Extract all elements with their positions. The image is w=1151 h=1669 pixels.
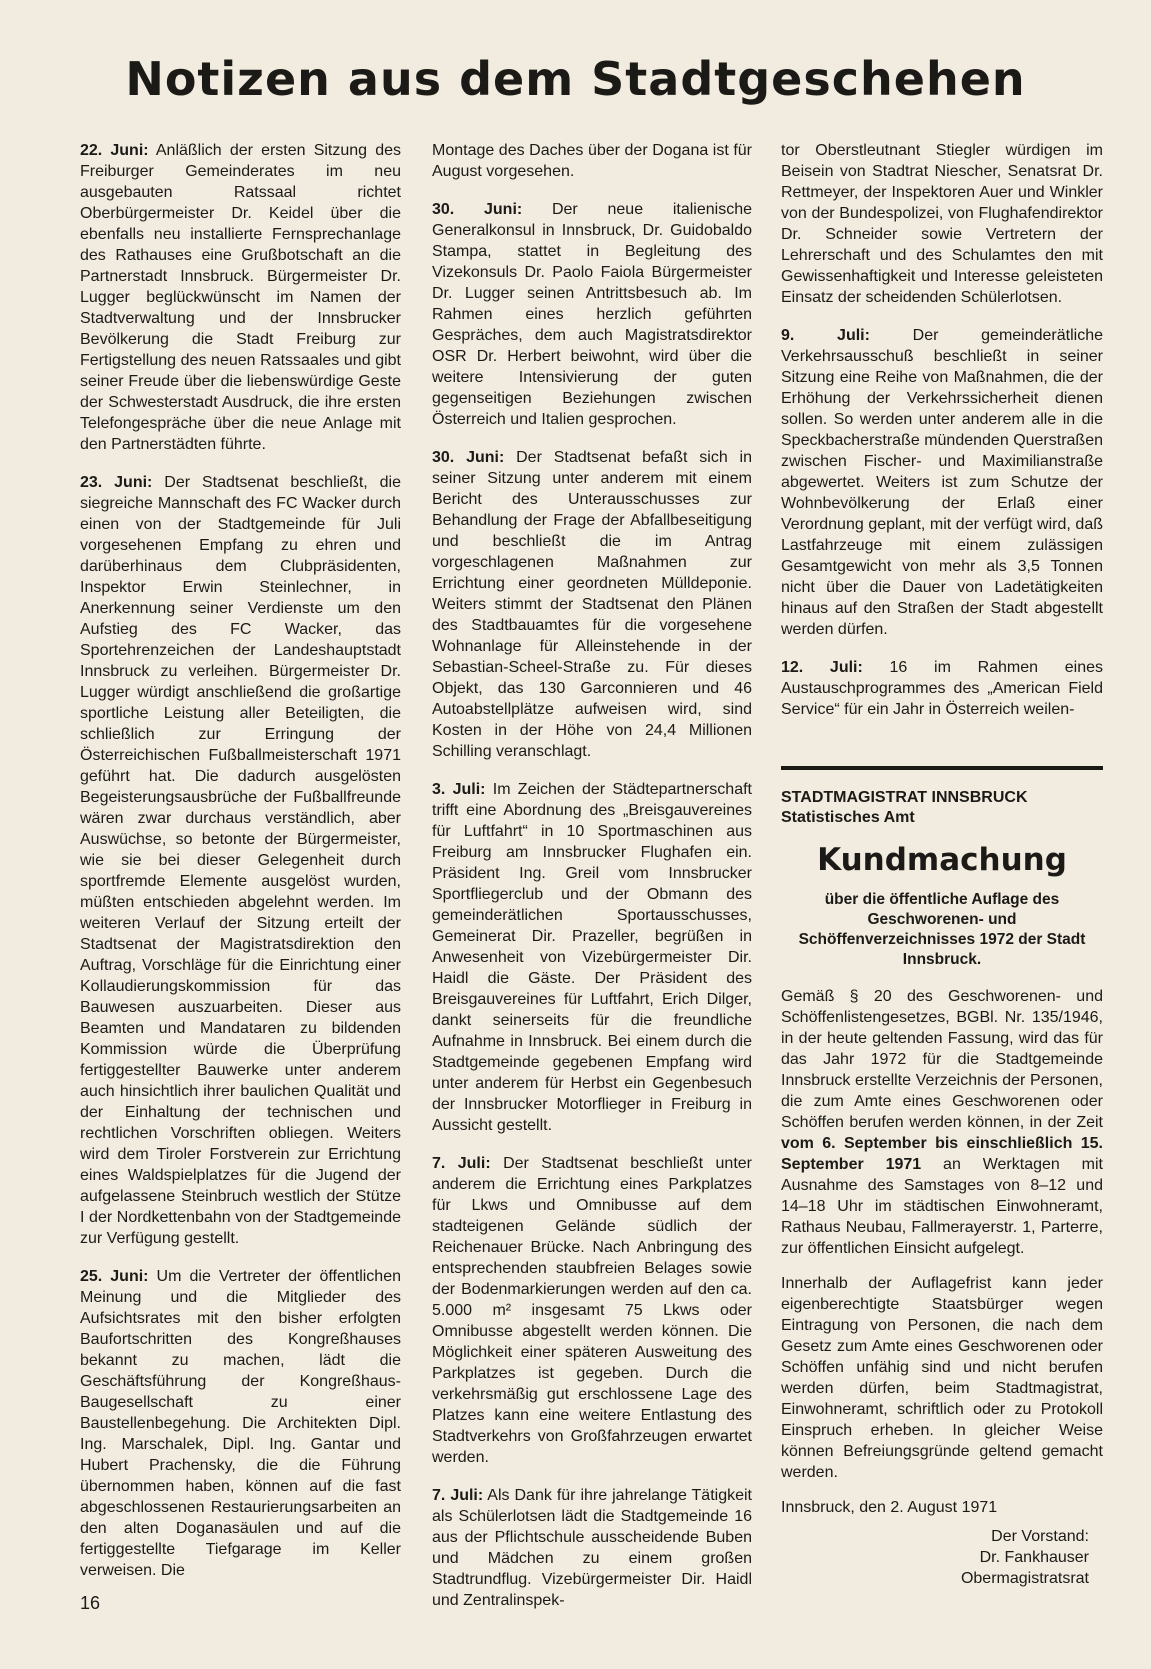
news-text: Der Stadtsenat befaßt sich in seiner Sitzung unter anderem mit einem Bericht des Unterausschusses zur Behandlung der Frage der Abfallbeseitigung und beschließt die im Antrag vorgeschlagenen Maßnahmen zur Errichtung einer geordneten Mülldeponie. Weiters stimmt der Stadtsenat den Plänen des Stadtbauamtes für die vorgesehene Wohnanlage für Alleinstehende in der Sebastian-Scheel-Straße zu. Für dieses Objekt, das 130 Garconnieren und 46 Autoabstellplätze aufweisen wird, sind Kosten in der Höhe von 24,4 Millionen Schilling veranschlagt. [432,449,752,760]
signature-name: Dr. Fankhauser [979,1549,1089,1566]
notice-period: vom 6. September bis einschließlich 15. September 1971 [781,1135,1103,1173]
news-date: 25. Juni: [80,1268,149,1285]
page-number: 16 [80,1593,101,1613]
news-text: Anläßlich der ersten Sitzung des Freiburger Gemeinderates im neu ausgebauten Ratssaal richtet Oberbürgermeister Dr. Keidel über die ebenfalls neu installierte Fernsprechanlage des Rathauses eine Grußbotschaft an die Partnerstadt Innsbruck. Bürgermeister Dr. Lugger beglückwünscht im Namen der Stadtverwaltung und der Innsbrucker Bevölkerung die Stadt Freiburg zur Fertigstellung des neuen Ratssaales und gibt seiner Freude über die liebenswürdige Geste der Schwesterstadt Ausdruck, die ihre ersten Telefongespräche über die neue Anlage mit den Partnerstädten führte. [80,142,402,453]
news-item [432,1153,752,1468]
news-text: Um die Vertreter der öffentlichen Meinung und die Mitglieder des Aufsichtsrates mit den bisher erfolgten Baufortschritten des Kongreßhauses bekannt zu machen, lädt die Geschäftsführung der Kongreßhaus-Baugesellschaft zu einer Baustellenbegehung. Die Architekten Dipl. Ing. Marschalek, Dipl. Ing. Gantar und Hubert Prachensky, die die Führung übernommen haben, können auf die fast abgeschlossenen Restaurierungsarbeiten an den alten Doganasäulen und auf die fertiggestellte Tiefgarage im Keller verweisen. Die [80,1268,402,1579]
news-date: 7. Juli: [432,1487,484,1504]
news-item [80,140,401,455]
notice-paragraph-1 [781,986,1103,1259]
news-item [781,657,1103,720]
news-text: 16 im Rahmen eines Austauschprogrammes des „American Field Service“ für ein Jahr in Österreich weilen- [781,659,1104,718]
notice-office [781,788,1103,828]
news-text: Montage des Daches über der Dogana ist für August vorgesehen. [432,142,752,180]
news-text: Der Stadtsenat beschließt unter anderem die Errichtung eines Parkplatzes für Lkws und Omnibusse auf dem stadteigenen Gelände südlich der Reichenauer Brücke. Nach Anbringung des entsprechenden staubfreien Belages sowie der Bodenmarkierungen werden auf den ca. 5.000 m² insgesamt 75 Lkws oder Omnibusse abgestellt werden können. Die Möglichkeit einer späteren Ausweitung des Parkplatzes ist gegeben. Durch die verkehrsmäßig gut erschlossene Lage des Platzes kann eine weitere Entlastung des Stadtverkehrs von Großfahrzeugen erwartet werden. [432,1155,752,1466]
news-text: Im Zeichen der Städtepartnerschaft trifft eine Abordnung des „Breisgauvereines für Luftfahrt“ in 10 Sportmaschinen aus Freiburg am Innsbrucker Flughafen ein. Präsident Ing. Greil vom Innsbrucker Sportfliegerclub und der Obmann des gemeinderätlichen Sportausschusses, Gemeinerat Dir. Prazeller, begrüßen in Anwesenheit von Vizebürgermeister Dir. Haidl die Gäste. Der Präsident des Breisgauvereines für Luftfahrt, Erich Dilger, dankt seinerseits für die freundliche Aufnahme in Innsbruck. Bei einem durch die Stadtgemeinde gegebenen Empfang wird unter anderem für Herbst ein Gegenbesuch der Innsbrucker Motorflieger in Freiburg in Aussicht gestellt. [432,781,752,1134]
news-item [432,199,752,430]
news-item [432,1485,752,1611]
news-item [781,325,1103,640]
notice-text: an Werktagen mit Ausnahme des Samstages von 8–12 und 14–18 Uhr im städtischen Einwohneramt, Rathaus Neubau, Fallmerayerstr. 1, Parterre, zur öffentlichen Einsicht aufgelegt. [781,1156,1103,1257]
notice-text: Gemäß § 20 des Geschworenen- und Schöffenlistengesetzes, BGBl. Nr. 135/1946, in der heute geltenden Fassung, wird das für das Jahr 1972 für die Stadtgemeinde Innsbruck erstellte Verzeichnis der Personen, die zum Amte eines Geschworenen oder Schöffen berufen werden können, in der Zeit [781,988,1103,1131]
news-item [80,1266,401,1581]
page-title: Notizen aus dem Stadtgeschehen [125,52,1026,106]
notice-subtitle: über die öffentliche Auflage des Geschworenen- und Schöffenverzeichnisses 1972 der Stadt Innsbruck. [798,891,1086,968]
notice-paragraph-2: Innerhalb der Auflagefrist kann jeder eigenberechtigte Staatsbürger wegen Eintragung von Personen, die nach dem Gesetz zum Amte eines Geschworenen oder Schöffen unfähig sind und nicht berufen werden dürfen, beim Stadtmagistrat, Einwohneramt, schriftlich oder zu Protokoll Einspruch erheben. In gleicher Weise können Befreiungsgründe geltend gemacht werden. [781,1275,1103,1481]
news-date: 9. Juli: [781,327,870,344]
news-text: tor Oberstleutnant Stiegler würdigen im Beisein von Stadtrat Niescher, Senatsrat Dr. Rettmeyer, der Inspektoren Auer und Winkler von der Bundespolizei, von Flughafendirektor Dr. Schneider sowie Vertretern der Lehrerschaft und des Schulamtes den mit Gewissenhaftigkeit und Interesse geleisteten Einsatz der scheidenden Schülerlotsen. [781,142,1103,306]
news-text: Der Stadtsenat beschließt, die siegreiche Mannschaft des FC Wacker durch einen von der Stadtgemeinde für Juli vorgesehenen Empfang zu ehren und darüberhinaus dem Clubpräsidenten, Inspektor Erwin Steinlechner, in Anerkennung seiner Verdienste um den Aufstieg des FC Wacker, das Sportehrenzeichen der Landeshauptstadt Innsbruck zu verleihen. Bürgermeister Dr. Lugger würdigt anschließend die großartige sportliche Leistung aller Beteiligten, die schließlich zur Erringung der Österreichischen Fußballmeisterschaft 1971 geführt hat. Die dadurch ausgelösten Begeisterungsausbrüche der Fußballfreunde wären zwar durchaus verständlich, aber Auswüchse, so betonte der Bürgermeister, wie sie bei dieser Gelegenheit durch sportfremde Elemente ausgelöst wurden, müßten entschieden abgelehnt werden. Im weiteren Verlauf der Sitzung erteilt der Stadtsenat der Magistratsdirektion den Auftrag, Vorschläge für die Einrichtung einer Kollaudierungskommission für das Bauwesen auszuarbeiten. Dieser aus Beamten und Mandataren zu bildenden Kommission würde die Überprüfung fertiggestellter Bauwerke unter anderem auch hinsichtlich ihrer baulichen Qualität und der Einhaltung der technischen und rechtlichen Vorschriften obliegen. Weiters wird dem Tiroler Forstverein zur Errichtung eines Waldspielplatzes für die Jugend der aufgelassene Steinbruch westlich der Stütze I der Nordkettenbahn von der Stadtgemeinde zur Verfügung gestellt. [80,474,402,1247]
news-date: 3. Juli: [432,781,486,798]
news-text: Der neue italienische Generalkonsul in Innsbruck, Dr. Guidobaldo Stampa, stattet in Begleitung des Vizekonsuls Dr. Paolo Faiola Bürgermeister Dr. Lugger seinen Antrittsbesuch ab. Im Rahmen eines herzlich geführten Gespräches, dem auch Magistratsdirektor OSR Dr. Herbert beiwohnt, wird über die weitere Intensivierung der guten gegenseitigen Beziehungen zwischen Österreich und Italien gesprochen. [432,201,752,428]
news-date: 12. Juli: [781,659,863,676]
news-date: 7. Juli: [432,1155,491,1172]
news-item [781,140,1103,308]
news-item [432,447,752,762]
notice-department: Statistisches Amt [781,809,915,826]
signature-title: Obermagistratsrat [960,1570,1089,1587]
news-item [432,779,752,1136]
news-date: 30. Juni: [432,201,523,218]
news-date: 23. Juni: [80,474,153,491]
news-date: 30. Juni: [432,449,505,466]
column-3 [781,140,1103,737]
signature-role: Der Vorstand: [991,1528,1089,1545]
news-date: 22. Juni: [80,142,149,159]
notice-signature [781,1526,1103,1589]
news-item [80,472,401,1249]
notice-date: Innsbruck, den 2. August 1971 [781,1499,998,1516]
notice-title: Kundmachung [817,842,1067,878]
news-item [432,140,752,182]
news-text: Der gemeinderätliche Verkehrsausschuß beschließt in seiner Sitzung eine Reihe von Maßnahmen, die der Erhöhung der Verkehrssicherheit dienen sollen. So werden unter anderem alle in die Speckbacherstraße mündenden Querstraßen zwischen Fischer- und Maximilianstraße abgewertet. Weiters ist zum Schutze der Wohnbevölkerung der Erlaß einer Verordnung geplant, mit der verfügt wird, daß Lastfahrzeuge mit einem zulässigen Gesamtgewicht von mehr als 3,5 Tonnen nicht über die Dauer von Ladetätigkeiten hinaus auf den Straßen der Stadt abgestellt werden dürfen. [781,327,1103,638]
column-1 [80,140,401,1598]
notice-office-name: STADTMAGISTRAT INNSBRUCK [781,789,1028,806]
news-text: Als Dank für ihre jahrelange Tätigkeit als Schülerlotsen lädt die Stadtgemeinde 16 aus der Pflichtschule ausscheidende Buben und Mädchen zu einem großen Stadtrundflug. Vizebürgermeister Dir. Haidl und Zentralinspek- [432,1487,753,1609]
kundmachung-notice [781,766,1103,1589]
column-2 [432,140,752,1628]
